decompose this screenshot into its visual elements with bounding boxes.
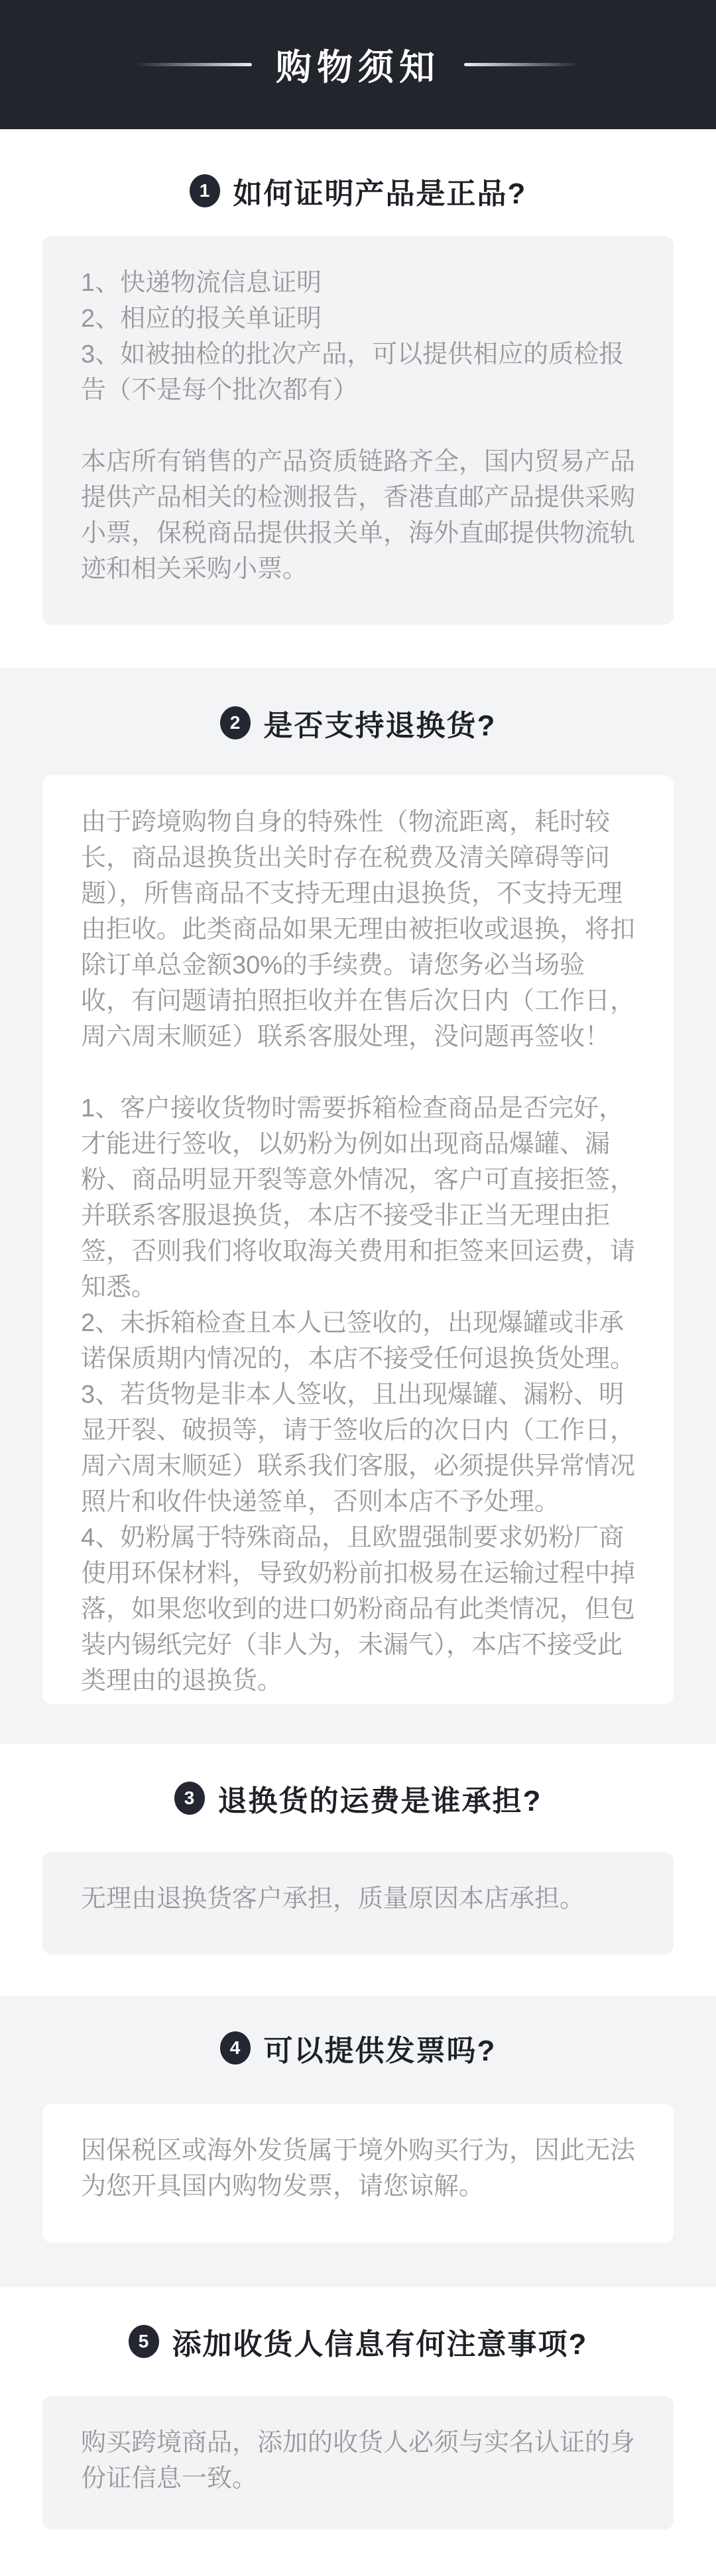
section-2-item: 3、若货物是非本人签收，且出现爆罐、漏粉、明显开裂、破损等，请于签收后的次日内（工作日，周六周末顺延）联系我们客服，必须提供异常情况照片和收件快递签单，否则本店不予处理。 bbox=[81, 1381, 636, 1516]
section-5-title: 添加收货人信息有何注意事项? bbox=[172, 2328, 588, 2361]
section-2-title: 是否支持退换货? bbox=[263, 710, 497, 742]
number-5-badge-icon: 5 bbox=[129, 2325, 159, 2358]
section-1-card bbox=[42, 236, 674, 625]
section-3-title: 退换货的运费是谁承担? bbox=[217, 1785, 542, 1817]
section-4-title: 可以提供发票吗? bbox=[263, 2035, 497, 2067]
number-2-badge-icon: 2 bbox=[220, 706, 251, 739]
section-3-paragraph: 无理由退换货客户承担，质量原因本店承担。 bbox=[81, 1885, 585, 1913]
section-1-title: 如何证明产品是正品? bbox=[233, 178, 527, 210]
section-4-title-row bbox=[0, 2029, 716, 2067]
section-4-paragraph: 因保税区或海外发货属于境外购买行为，因此无法为您开具国内购物发票，请您谅解。 bbox=[81, 2137, 636, 2200]
number-4-badge-icon: 4 bbox=[220, 2031, 251, 2065]
section-5-paragraph: 购买跨境商品，添加的收货人必须与实名认证的身份证信息一致。 bbox=[81, 2429, 636, 2493]
section-3-card bbox=[42, 1852, 674, 1955]
section-2-item: 1、客户接收货物时需要拆箱检查商品是否完好，才能进行签收，以奶粉为例如出现商品爆罐、漏粉、商品明显开裂等意外情况，客户可直接拒签，并联系客服退换货，本店不接受非正当无理由拒签，否则我们将收取海关费用和拒签来回运费，请知悉。 bbox=[81, 1095, 636, 1301]
section-5-title-row bbox=[0, 2322, 716, 2361]
header-banner bbox=[0, 0, 716, 129]
section-1-item: 1、快递物流信息证明 bbox=[81, 269, 322, 297]
section-2-item: 2、未拆箱检查且本人已签收的，出现爆罐或非承诺保质期内情况的，本店不接受任何退换货处理。 bbox=[81, 1309, 636, 1373]
page-title: 购物须知 bbox=[276, 48, 440, 87]
section-1-title-row bbox=[0, 172, 716, 210]
title-left-line-decor bbox=[136, 63, 252, 66]
section-1-item: 3、如被抽检的批次产品，可以提供相应的质检报告（不是每个批次都有） bbox=[81, 341, 625, 404]
section-3-title-row bbox=[0, 1779, 716, 1817]
section-4-card bbox=[42, 2104, 674, 2243]
section-2-title-row bbox=[0, 704, 716, 742]
title-right-line-decor bbox=[464, 63, 580, 66]
section-5-card bbox=[42, 2396, 674, 2530]
section-2-item: 4、奶粉属于特殊商品，且欧盟强制要求奶粉厂商使用环保材料，导致奶粉前扣极易在运输过程中掉落，如果您收到的进口奶粉商品有此类情况，但包装内锡纸完好（非人为，未漏气），本店不接受此类理由的退换货。 bbox=[81, 1524, 636, 1695]
section-1-paragraph: 本店所有销售的产品资质链路齐全，国内贸易产品提供产品相关的检测报告，香港直邮产品提供采购小票，保税商品提供报关单，海外直邮提供物流轨迹和相关采购小票。 bbox=[81, 448, 636, 583]
number-3-badge-icon: 3 bbox=[174, 1782, 205, 1815]
section-1-item: 2、相应的报关单证明 bbox=[81, 305, 322, 333]
number-1-badge-icon: 1 bbox=[190, 174, 220, 207]
section-2-card bbox=[42, 775, 674, 1704]
section-2-paragraph: 由于跨境购物自身的特殊性（物流距离，耗时较长，商品退换货出关时存在税费及清关障碍等问题），所售商品不支持无理由退换货，不支持无理由拒收。此类商品如果无理由被拒收或退换，将扣除订单总金额30%的手续费。请您务必当场验收，有问题请拍照拒收并在售后次日内（工作日，周六周末顺延）联系客服处理，没问题再签收！ bbox=[81, 808, 636, 1051]
